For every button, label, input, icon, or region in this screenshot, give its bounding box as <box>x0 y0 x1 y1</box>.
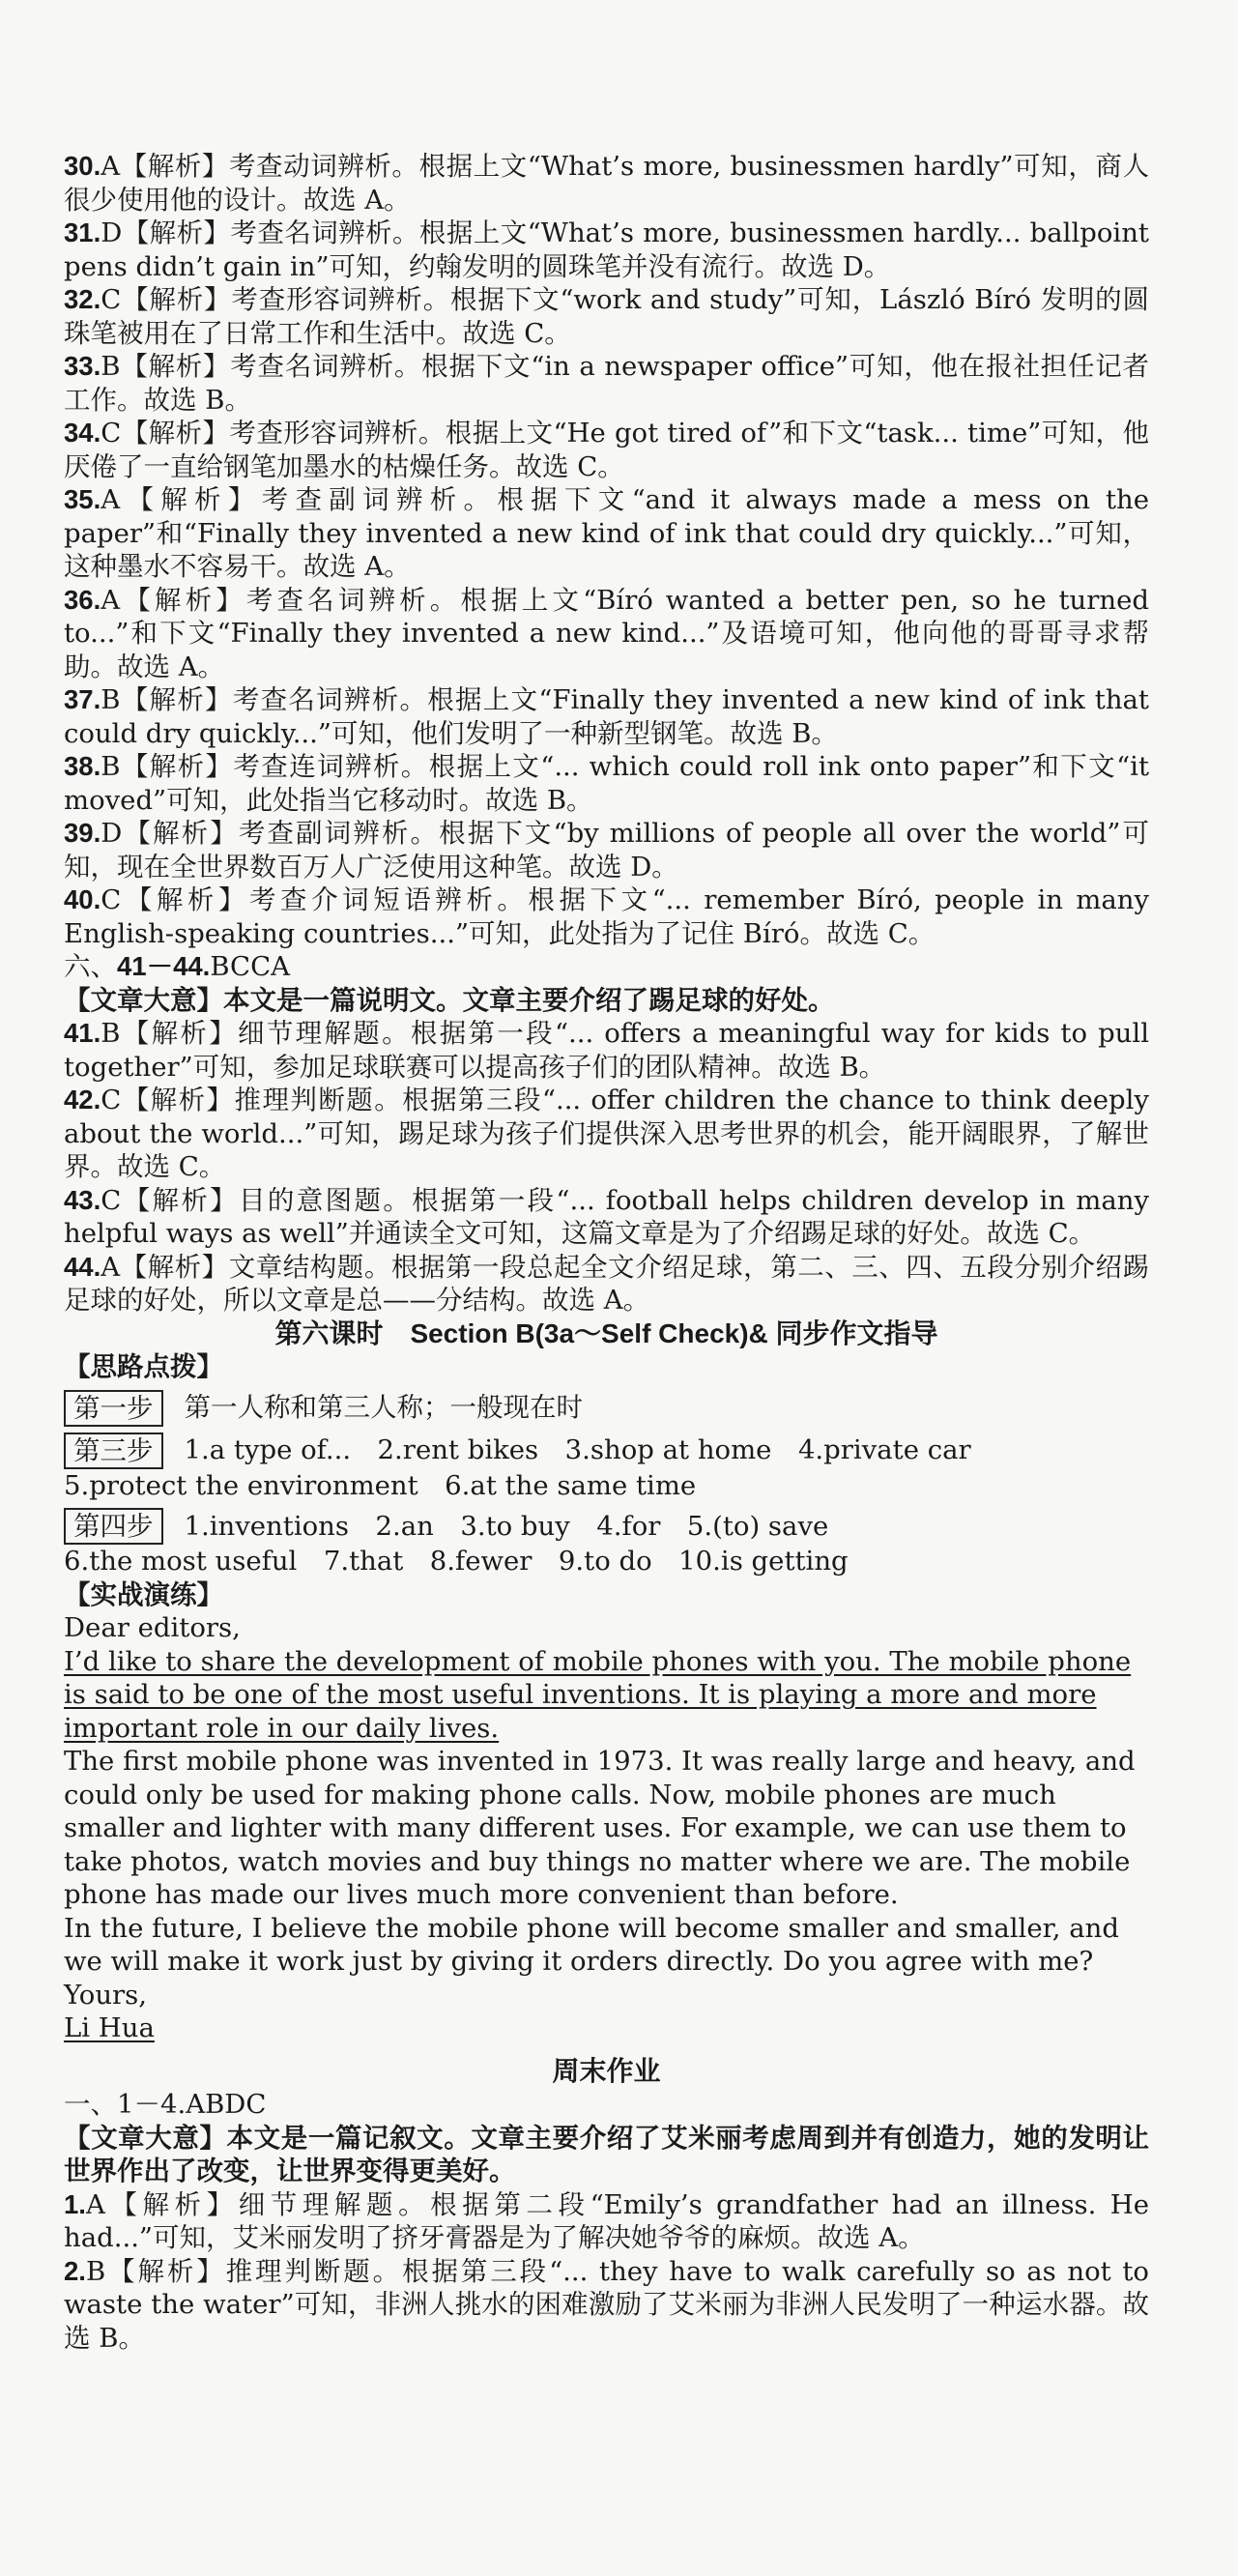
step-three-row <box>64 1433 1149 1469</box>
answer-item-37: 37.B【解析】考查名词辨析。根据上文“Finally they invented a new kind of ink that could dry quickly...”可知，他们发明了一种新型钢笔。故选 B。 <box>64 684 1149 749</box>
step-four-text-a: 1.inventions 2.an 3.to buy 4.for 5.(to) save <box>184 1510 829 1542</box>
step-three-text-a: 1.a type of... 2.rent bikes 3.shop at home 4.private car <box>184 1434 971 1466</box>
lesson-title: 第六课时 Section B(3a～Self Check)& 同步作文指导 <box>274 1317 938 1348</box>
section-six-header: 六、41－44.BCCA <box>64 951 290 982</box>
answer-item-39: 39.D【解析】考查副词辨析。根据下文“by millions of people all over the world”可知，现在全世界数百万人广泛使用这种笔。故选 D。 <box>64 818 1149 883</box>
answer-item-w1: 1.A【解析】细节理解题。根据第二段“Emily’s grandfather had an illness. He had...”可知，艾米丽发明了挤牙膏器是为了解决她爷爷的麻烦。故选 A。 <box>64 2188 1149 2253</box>
answer-item-32: 32.C【解析】考查形容词辨析。根据下文“work and study”可知，László Bíró 发明的圆珠笔被用在了日常工作和生活中。故选 C。 <box>64 284 1149 349</box>
answer-item-40: 40.C【解析】考查介词短语辨析。根据下文“... remember Bíró, people in many English-speaking countries...”可知，此处指为了记住 Bíró。故选 C。 <box>64 884 1149 949</box>
essay-paragraph-3: In the future, I believe the mobile phone will become smaller and smaller, and we will make it work just by giving it orders directly. Do you agree with me? <box>64 1912 1119 1977</box>
step-four-label: 第四步 <box>64 1508 163 1545</box>
answer-item-43: 43.C【解析】目的意图题。根据第一段“... football helps children develop in many helpful ways as well”并通读全文可知，这篇文章是为了介绍踢足球的好处。故选 C。 <box>64 1184 1149 1249</box>
section-one-header: 一、1－4.ABDC <box>64 2089 267 2120</box>
answer-item-42: 42.C【解析】推理判断题。根据第三段“... offer children the chance to think deeply about the world...”可知，踢足球为孩子们提供深入思考世界的机会，能开阔眼界，了解世界。故选 C。 <box>64 1085 1149 1182</box>
answer-item-33: 33.B【解析】考查名词辨析。根据下文“in a newspaper office”可知，他在报社担任记者工作。故选 B。 <box>64 351 1149 416</box>
answer-item-30: 30.A【解析】考查动词辨析。根据上文“What’s more, businessmen hardly”可知，商人很少使用他的设计。故选 A。 <box>64 151 1149 216</box>
essay-signature: Li Hua <box>64 2012 155 2043</box>
practice-label: 【实战演练】 <box>64 1578 223 1610</box>
spacer <box>64 2045 1149 2055</box>
answer-item-w2: 2.B【解析】推理判断题。根据第三段“... they have to walk carefully so as not to waste the water”可知，非洲人挑水的困难激励了艾米丽为非洲人民发明了一种运水器。故选 B。 <box>64 2255 1149 2354</box>
essay-salutation: Dear editors, <box>64 1612 241 1643</box>
answer-item-31: 31.D【解析】考查名词辨析。根据上文“What’s more, businessmen hardly... ballpoint pens didn’t gain in”可知，约翰发明的圆珠笔并没有流行。故选 D。 <box>64 217 1149 282</box>
answer-item-41: 41.B【解析】细节理解题。根据第一段“... offers a meaningful way for kids to pull together”可知，参加足球联赛可以提高孩子们的团队精神。故选 B。 <box>64 1018 1149 1083</box>
essay-paragraph-2: The first mobile phone was invented in 1973. It was really large and heavy, and could only be used for making phone calls. Now, mobile phones are much smaller and lighter with many different uses. For example, we can use them to take photos, watch movies and buy things no matter where we are. The mobile phone has made our lives much more convenient than before. <box>64 1746 1136 1910</box>
essay-closing: Yours, <box>64 1979 148 2011</box>
answer-item-34: 34.C【解析】考查形容词辨析。根据上文“He got tired of”和下文“task... time”可知，他厌倦了一直给钢笔加墨水的枯燥任务。故选 C。 <box>64 418 1149 482</box>
section-one-main-idea: 【文章大意】本文是一篇记叙文。文章主要介绍了艾米丽考虑周到并有创造力，她的发明让世界作出了改变，让世界变得更美好。 <box>64 2122 1150 2186</box>
answer-item-36: 36.A【解析】考查名词辨析。根据上文“Bíró wanted a better pen, so he turned to...”和下文“Finally they invented a new kind...”及语境可知，他向他的哥哥寻求帮助。故选 A。 <box>64 584 1149 682</box>
step-one-label: 第一步 <box>64 1390 163 1427</box>
answer-item-44: 44.A【解析】文章结构题。根据第一段总起全文介绍足球，第二、三、四、五段分别介绍踢足球的好处，所以文章是总——分结构。故选 A。 <box>64 1251 1149 1316</box>
answer-item-38: 38.B【解析】考查连词辨析。根据上文“... which could roll ink onto paper”和下文“it moved”可知，此处指当它移动时。故选 B。 <box>64 751 1149 816</box>
essay-paragraph-1: I’d like to share the development of mobile phones with you. The mobile phone is said to be one of the most useful inventions. It is playing a more and more important role in our daily lives. <box>64 1645 1132 1744</box>
answer-item-35: 35.A【解析】考查副词辨析。根据下文“and it always made a mess on the paper”和“Finally they invented a new kind of ink that could dry quickly...”可知，这种墨水不容易干。故选 A。 <box>64 484 1149 582</box>
silu-label: 【思路点拨】 <box>64 1351 223 1382</box>
step-three-label: 第三步 <box>64 1433 163 1469</box>
step-three-text-b: 5.protect the environment 6.at the same time <box>64 1469 697 1501</box>
section-six-main-idea: 【文章大意】本文是一篇说明文。文章主要介绍了踢足球的好处。 <box>64 984 835 1016</box>
weekend-title: 周末作业 <box>552 2055 661 2086</box>
step-four-row <box>64 1508 1149 1545</box>
step-one-text: 第一人称和第三人称；一般现在时 <box>184 1392 583 1424</box>
step-one-row <box>64 1390 1149 1427</box>
step-four-text-b: 6.the most useful 7.that 8.fewer 9.to do 10.is getting <box>64 1546 849 1577</box>
